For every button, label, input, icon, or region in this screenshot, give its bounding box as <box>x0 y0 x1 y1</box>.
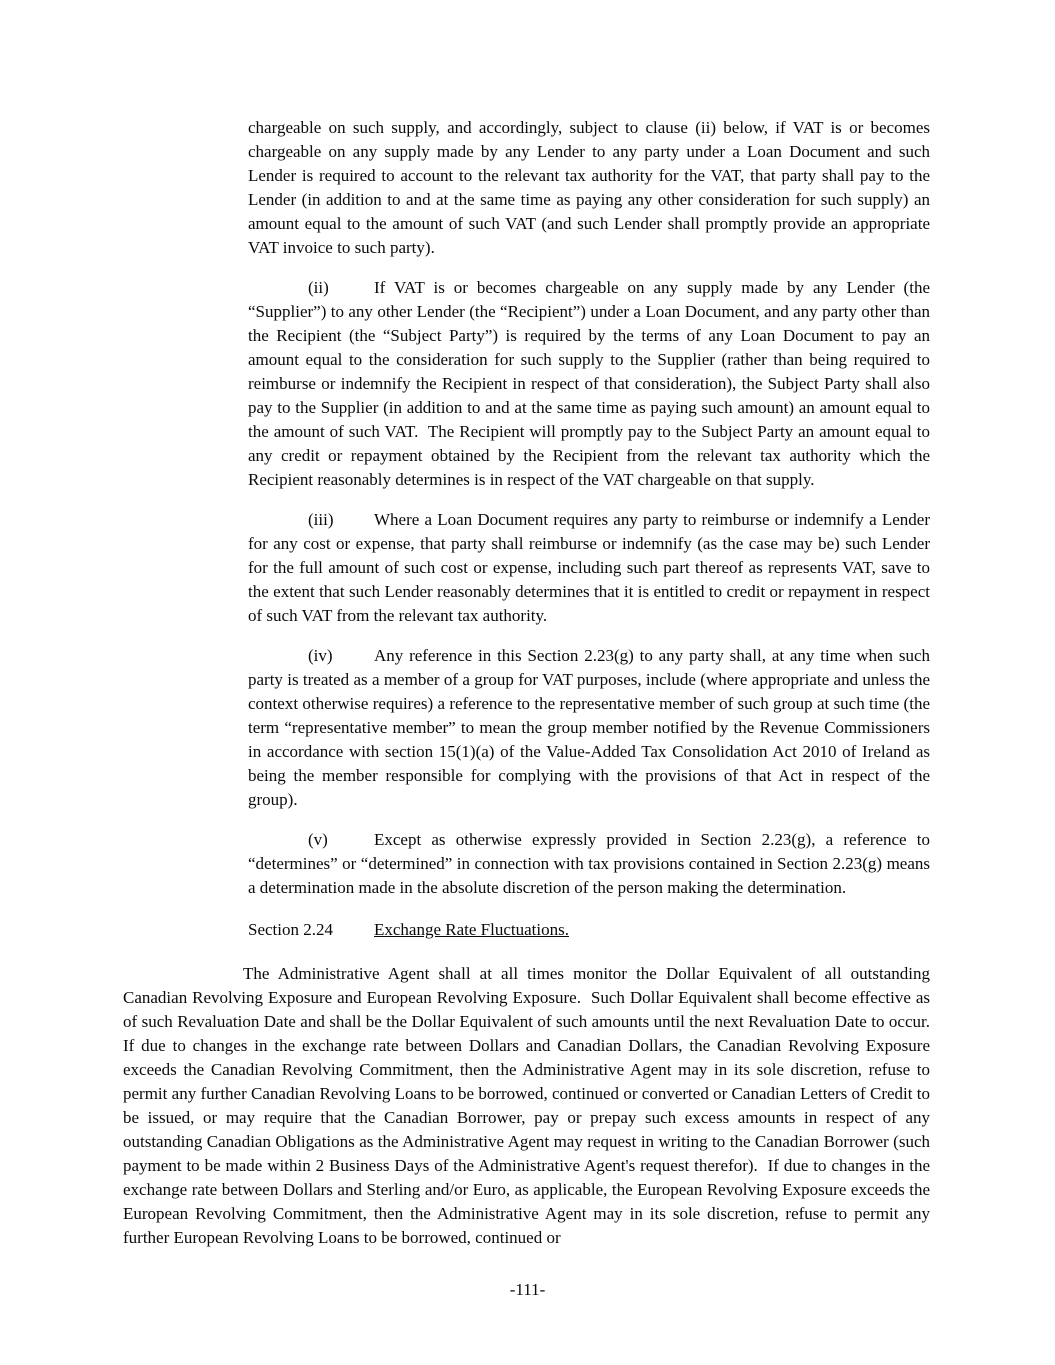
clause-text-ii: If VAT is or becomes chargeable on any supply made by any Lender (the “Supplier”) to any other Lender (the “Recipient”) under a Loan Document, and any party other than the Recipient (the “Subject Party”) is required by the terms of any Loan Document to pay an amount equal to the consideration for such supply to the Supplier (rather than being required to reimburse or indemnify the Recipient in respect of that consideration), the Subject Party shall also pay to the Supplier (in addition to and at the same time as paying such amount) an amount equal to the amount of such VAT. The Recipient will promptly pay to the Subject Party an amount equal to any credit or repayment obtained by the Recipient from the relevant tax authority which the Recipient reasonably determines is in respect of the VAT chargeable on that supply. <box>248 278 935 489</box>
clause-text-iv: Any reference in this Section 2.23(g) to any party shall, at any time when such party is treated as a member of a group for VAT purposes, include (where appropriate and unless the context otherwise requires) a reference to the representative member of such group at such time (the term “representative member” to mean the group member notified by the Revenue Commissioners in accordance with section 15(1)(a) of the Value-Added Tax Consolidation Act 2010 of Ireland as being the member responsible for complying with the provisions of that Act in respect of the group). <box>248 646 935 809</box>
clause-paragraph-v <box>248 828 935 900</box>
clause-label-iv: (iv) <box>308 646 333 665</box>
continuation-paragraph: chargeable on such supply, and accordingly, subject to clause (ii) below, if VAT is or becomes chargeable on any supply made by any Lender to any party under a Loan Document and such Lender is required to account to the relevant tax authority for the VAT, that party shall pay to the Lender (in addition to and at the same time as paying any other consideration for such supply) an amount equal to the amount of such VAT (and such Lender shall promptly provide an appropriate VAT invoice to such party). <box>248 118 935 257</box>
clause-label-ii: (ii) <box>308 278 329 297</box>
clause-paragraph-ii <box>248 276 935 492</box>
clause-paragraph-iii <box>248 508 935 628</box>
clause-paragraph-iv <box>248 644 935 812</box>
page-number: -111- <box>509 1280 546 1299</box>
section-title: Exchange Rate Fluctuations. <box>374 920 569 939</box>
section-heading <box>248 918 930 942</box>
clause-label-iii: (iii) <box>308 510 334 529</box>
body-paragraph: The Administrative Agent shall at all times monitor the Dollar Equivalent of all outstanding Canadian Revolving Exposure and European Revolving Exposure. Such Dollar Equivalent shall become effective as of such Revaluation Date and shall be the Dollar Equivalent of such amounts until the next Revaluation Date to occur. If due to changes in the exchange rate between Dollars and Canadian Dollars, the Canadian Revolving Exposure exceeds the Canadian Revolving Commitment, then the Administrative Agent may in its sole discretion, refuse to permit any further Canadian Revolving Loans to be borrowed, continued or converted or Canadian Letters of Credit to be issued, or may require that the Canadian Borrower, pay or prepay such excess amounts in respect of any outstanding Canadian Obligations as the Administrative Agent may request in writing to the Canadian Borrower (such payment to be made within 2 Business Days of the Administrative Agent's request therefor). If due to changes in the exchange rate between Dollars and Sterling and/or Euro, as applicable, the European Revolving Exposure exceeds the European Revolving Commitment, then the Administrative Agent may in its sole discretion, refuse to permit any further European Revolving Loans to be borrowed, continued or <box>123 964 939 1247</box>
section-number: Section 2.24 <box>248 920 333 939</box>
clause-block <box>248 116 935 942</box>
clause-text-iii: Where a Loan Document requires any party to reimburse or indemnify a Lender for any cost or expense, that party shall reimburse or indemnify (as the case may be) such Lender for the full amount of such cost or expense, including such part thereof as represents VAT, save to the extent that such Lender reasonably determines that it is entitled to credit or repayment in respect of such VAT from the relevant tax authority. <box>248 510 935 625</box>
clause-label-v: (v) <box>308 830 328 849</box>
clause-text-v: Except as otherwise expressly provided in Section 2.23(g), a reference to “determines” or “determined” in connection with tax provisions contained in Section 2.23(g) means a determination made in the absolute discretion of the person making the determination. <box>248 830 935 897</box>
